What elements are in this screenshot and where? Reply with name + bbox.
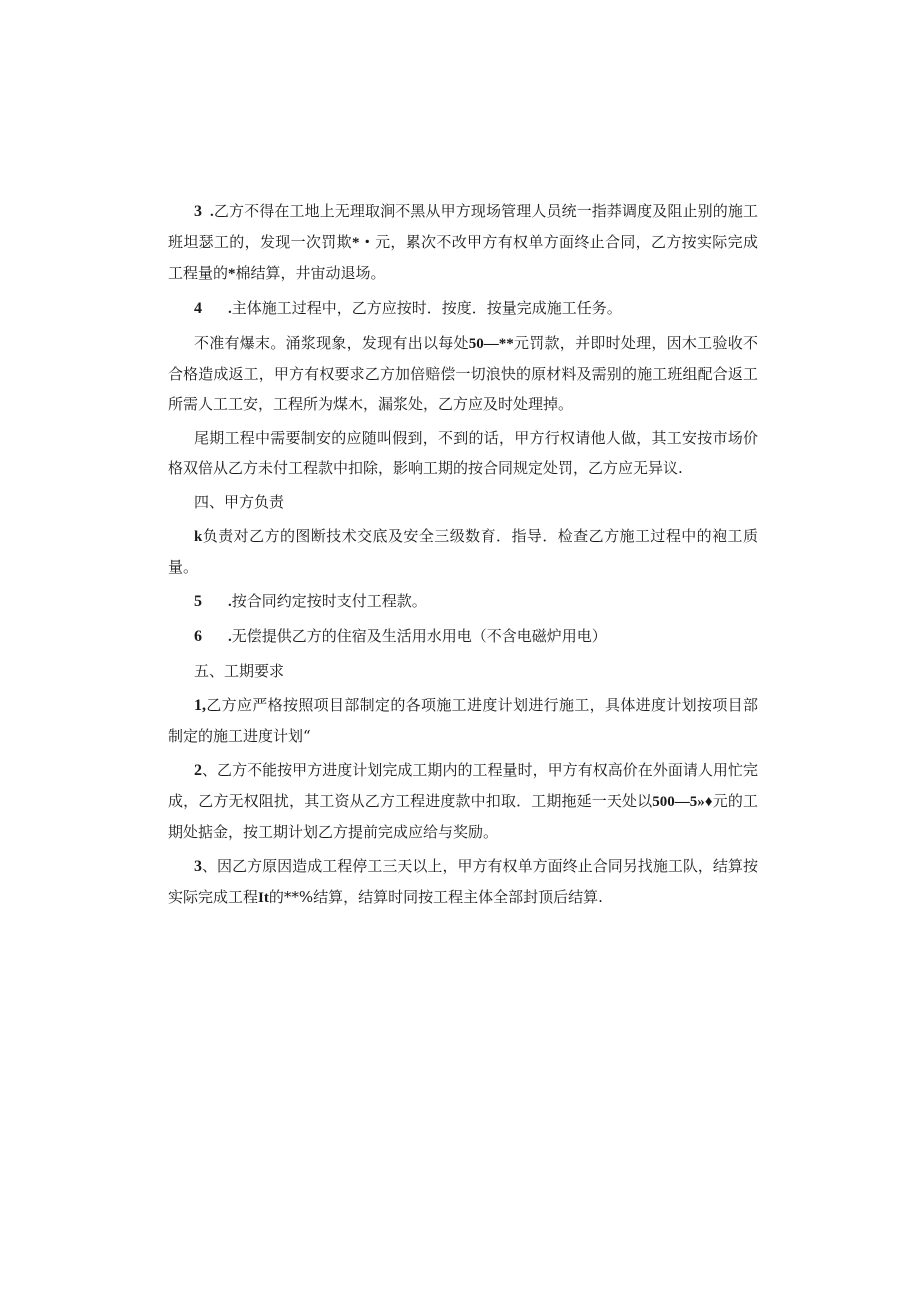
clause-5 [168,586,758,617]
clause-number: 5 [194,593,202,610]
clause-mark: * [228,266,236,282]
clause-marker: . [228,301,232,317]
clause-marker: . [228,594,232,610]
schedule-clause-1 [168,690,758,751]
clause-number: 3 [194,858,202,875]
clause-text: 乙方不得在工地上无理取涧不黑从甲方现场管理人员统一指莽调度及阻止别的施工班坦瑟工的，发现一次罚欺 [168,202,758,251]
clause-text: 无偿提供乙方的住宿及生活用水用电（不含电磁炉用电） [231,627,607,645]
clause-marker: . [210,204,214,220]
clause-text: 的**%结算，结算时同按工程主体全部封顶后结算. [268,888,603,906]
paragraph-tail-work [168,423,758,483]
clause-number: 2 [194,762,202,779]
clause-mark: It [258,890,269,906]
clause-number: 6 [194,628,202,645]
clause-text: 、因乙方原因造成工程停工三天以上，甲方有权单方面终止合同另找施工队，结算按实际完成工程 [168,857,758,906]
clause-k [168,521,758,582]
clause-3 [168,196,758,289]
clause-text: 元，累次不改甲方有权单方面终止合同，乙方按实际完成工程量的 [168,233,758,282]
document-body [168,196,758,917]
clause-text: 负责对乙方的图断技术交底及安全三级数育．指导．检查乙方施工过程中的袍工质量。 [168,527,758,576]
clause-number: 3 [194,203,202,220]
schedule-clause-3 [168,851,758,913]
paragraph-text: 尾期工程中需要制安的应随叫假到，不到的话，甲方行权请他人做，其工安按市场价格双倍从乙方未付工程款中扣除，影响工期的按合同规定处罚，乙方应无异议. [168,429,758,477]
clause-amount: 500—5»♦ [652,794,713,810]
clause-text: 棉结算，井宙动退场。 [235,264,386,282]
clause-number: 1, [194,697,206,714]
clause-6 [168,621,758,652]
clause-text: 乙方应严格按照项目部制定的各项施工进度计划进行施工，具体进度计划按项目部制定的施工进度计划“ [168,696,758,745]
clause-mark: *・ [351,235,376,251]
section-heading-5 [168,656,758,686]
clause-text: 按合同约定按时支付工程款。 [231,592,427,610]
schedule-clause-2 [168,755,758,847]
section-heading-text: 四、甲方负责 [194,493,285,511]
paragraph-amount: 50—** [468,336,514,352]
clause-marker: . [228,629,232,645]
clause-4 [168,293,758,324]
clause-text: 元的工期处掂金，按工期计划乙方提前完成应给与奖励。 [168,792,758,841]
paragraph-text: 不准有爆末。涌浆现象，发现有出以每处 [194,334,469,352]
paragraph-no-mold [168,328,758,419]
clause-number: 4 [194,300,202,317]
clause-text: 主体施工过程中，乙方应按时．按度．按量完成施工任务。 [231,299,622,317]
paragraph-text: 元罚款，并即时处理，因木工验收不合格造成返工，甲方有权要求乙方加倍赔偿一切浪快的原材料及需别的施工班组配合返工所需人工工安，工程所为煤木，漏浆处，乙方应及时处理掉。 [168,334,758,413]
section-heading-text: 五、工期要求 [194,662,285,680]
clause-text: 、乙方不能按甲方进度计划完成工期内的工程量时，甲方有权高价在外面请人用忙完成，乙方无权阻扰，其工资从乙方工程进度款中扣取．工期拖延一天处以 [168,761,758,810]
section-heading-4 [168,487,758,517]
clause-number: k [194,529,203,545]
